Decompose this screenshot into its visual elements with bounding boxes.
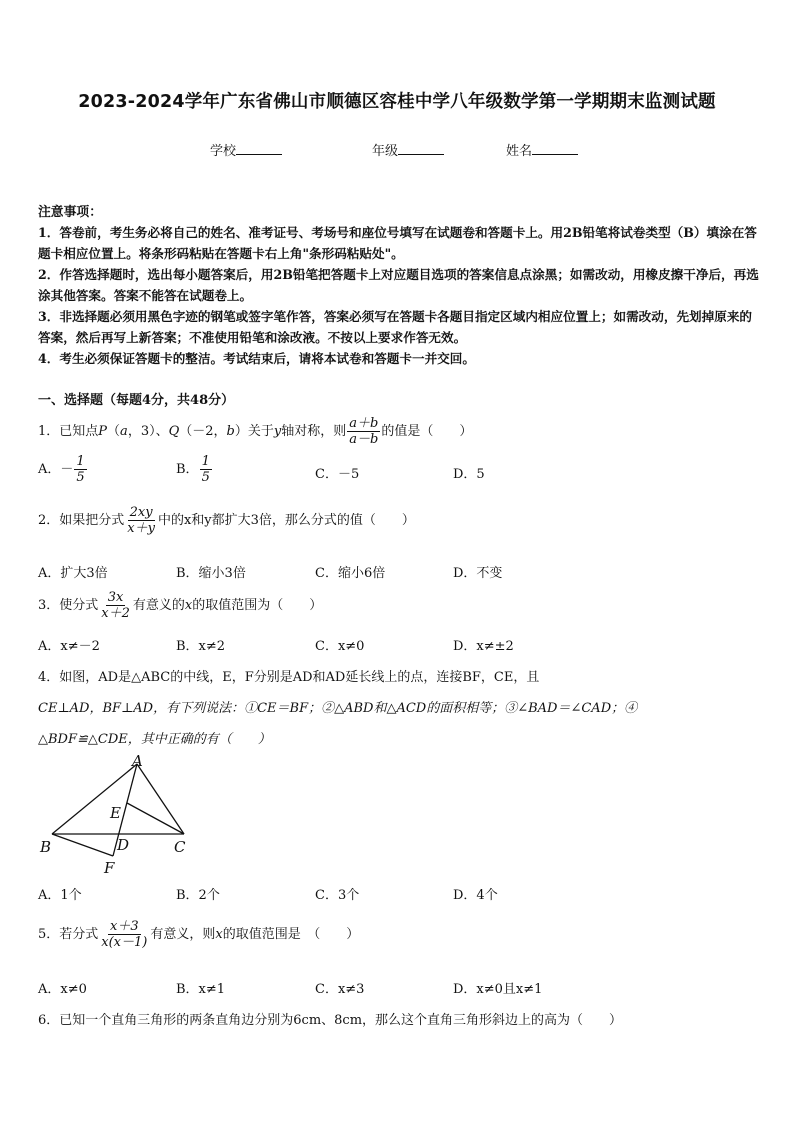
q1-text-g: （－2，	[179, 424, 227, 439]
q2-text-b: 中的x和y都扩大3倍，那么分式的值（ ）	[157, 513, 415, 528]
segment-ab	[52, 764, 137, 834]
q5-option-c: C．x≠3	[315, 982, 365, 997]
name-blank	[532, 142, 578, 155]
q5-denominator: x(x－1)	[101, 935, 148, 950]
label-c: C	[174, 838, 186, 856]
q5-text-d: 的取值范围是 （ ）	[222, 927, 360, 942]
name-field	[506, 140, 578, 159]
q1-denominator: a－b	[349, 432, 379, 447]
q1-option-b-fraction	[200, 454, 212, 485]
q1-option-a-num: 1	[76, 454, 85, 469]
q5-option-a: A．x≠0	[38, 982, 87, 997]
label-b: B	[40, 838, 52, 856]
q1-option-c: C．－5	[315, 467, 360, 482]
q1-text-k: 轴对称，则	[281, 424, 347, 439]
q2-text-a: 2．如果把分式	[38, 513, 125, 528]
q1-text-c: （	[107, 424, 121, 439]
q3-numerator: 3x	[107, 590, 124, 605]
q3-option-b: B．x≠2	[176, 639, 226, 654]
q1-text-l: 的值是（ ）	[381, 424, 473, 439]
question-6: 6．已知一个直角三角形的两条直角边分别为6cm、8cm，那么这个直角三角形斜边上的高为（ ）	[38, 1013, 623, 1028]
label-f: F	[104, 859, 115, 877]
q2-denominator: x＋y	[127, 521, 155, 536]
q4-option-d: D．4个	[453, 888, 498, 903]
q1-numerator: a＋b	[349, 416, 379, 431]
q5-option-d: D．x≠0且x≠1	[453, 982, 543, 997]
note-4: 4．考生必须保证答题卡的整洁。考试结束后，请将本试卷和答题卡一并交回。	[38, 351, 475, 366]
q5-numerator: x＋3	[110, 919, 139, 934]
q1-option-b-den: 5	[201, 470, 210, 485]
q3-text-d: 的取值范围为（ ）	[192, 598, 323, 613]
q5-text-b: 有意义，则	[150, 927, 216, 942]
name-label: 姓名	[506, 144, 533, 159]
note-1: 1．答卷前，考生务必将自己的姓名、准考证号、考场号和座位号填写在试题卷和答题卡上。用2B铅笔将试卷类型（B）填涂在答题卡相应位置上。将条形码粘贴在答题卡右上角"条形码粘贴处"。	[38, 225, 757, 261]
q4-option-c: C．3个	[315, 888, 360, 903]
q1-option-b-label: B．	[176, 462, 199, 477]
q3-option-a: A．x≠－2	[38, 639, 100, 654]
q3-text-a: 3．使分式	[38, 598, 99, 613]
q2-numerator: 2xy	[129, 505, 153, 520]
question-5	[38, 919, 359, 950]
note-2: 2．作答选择题时，选出每小题答案后，用2B铅笔把答题卡上对应题目选项的答案信息点涂黑；如需改动，用橡皮擦干净后，再选涂其他答案。答案不能答在试题卷上。	[38, 267, 759, 303]
q3-text-b: 有意义的	[132, 598, 185, 613]
label-a: A	[132, 752, 143, 770]
note-3: 3．非选择题必须用黑色字迹的钢笔或签字笔作答，答案必须写在答题卡各题目指定区域内相应位置上；如需改动，先划掉原来的答案，然后再写上新答案；不准使用铅笔和涂改液。不按以上要求作答无效。	[38, 309, 753, 345]
q3-var-x: x	[184, 598, 193, 613]
q1-option-a	[38, 454, 88, 485]
q1-option-a-label: A．－	[38, 462, 74, 477]
q1-fraction	[347, 416, 380, 447]
q1-text-i: ）关于	[234, 424, 274, 439]
q5-var-x: x	[215, 927, 223, 942]
q4-option-a: A．1个	[38, 888, 82, 903]
q4-line-1: 4．如图，AD是△ABC的中线，E，F分别是AD和AD延长线上的点，连接BF，CE，且	[38, 670, 540, 685]
school-blank	[236, 142, 282, 155]
notes-heading: 注意事项：	[38, 205, 102, 220]
question-3	[38, 590, 322, 621]
q3-option-d: D．x≠±2	[453, 639, 514, 654]
page-title: 2023-2024学年广东省佛山市顺德区容桂中学八年级数学第一学期期末监测试题	[78, 92, 716, 112]
school-field	[210, 140, 282, 159]
question-2	[38, 505, 415, 536]
q1-var-b: b	[226, 424, 235, 439]
school-label: 学校	[210, 144, 237, 159]
segment-ac	[137, 764, 184, 834]
grade-blank	[398, 142, 444, 155]
grade-label: 年级	[372, 144, 399, 159]
q5-option-b: B．x≠1	[176, 982, 226, 997]
q1-text-a: 1．已知点	[38, 424, 99, 439]
q1-option-b-num: 1	[201, 454, 210, 469]
q1-option-a-den: 5	[76, 470, 85, 485]
q1-var-q: Q	[168, 424, 180, 439]
q1-var-y: y	[273, 424, 282, 439]
q4-line-3: △BDF≌△CDE，其中正确的有（ ）	[38, 732, 271, 747]
q1-var-a: a	[120, 424, 128, 439]
q2-option-b: B．缩小3倍	[176, 566, 246, 581]
q2-option-a: A．扩大3倍	[38, 566, 108, 581]
label-e: E	[110, 804, 121, 822]
q1-text-e: ，3）、	[127, 424, 169, 439]
q1-option-a-fraction	[74, 454, 86, 485]
q5-fraction	[99, 919, 149, 950]
q5-text-a: 5．若分式	[38, 927, 99, 942]
question-1	[38, 416, 472, 447]
q3-denominator: x＋2	[101, 606, 130, 621]
q2-fraction	[125, 505, 157, 536]
q3-option-c: C．x≠0	[315, 639, 365, 654]
q1-option-b	[176, 454, 213, 485]
segment-bf	[52, 834, 113, 856]
q1-var-p: P	[98, 424, 108, 439]
q4-line-2: CE⊥AD，BF⊥AD，有下列说法：①CE＝BF；②△ABD和△ACD的面积相等；③∠BAD＝∠CAD；④	[38, 701, 638, 716]
q2-option-d: D．不变	[453, 566, 503, 581]
q4-option-b: B．2个	[176, 888, 220, 903]
label-d: D	[117, 836, 130, 854]
triangle-figure	[34, 752, 204, 880]
section-heading: 一、选择题（每题4分，共48分）	[38, 393, 235, 408]
q3-fraction	[99, 590, 132, 621]
grade-field	[372, 140, 444, 159]
q1-option-d: D．5	[453, 467, 485, 482]
q2-option-c: C．缩小6倍	[315, 566, 386, 581]
segment-ce	[127, 803, 184, 834]
